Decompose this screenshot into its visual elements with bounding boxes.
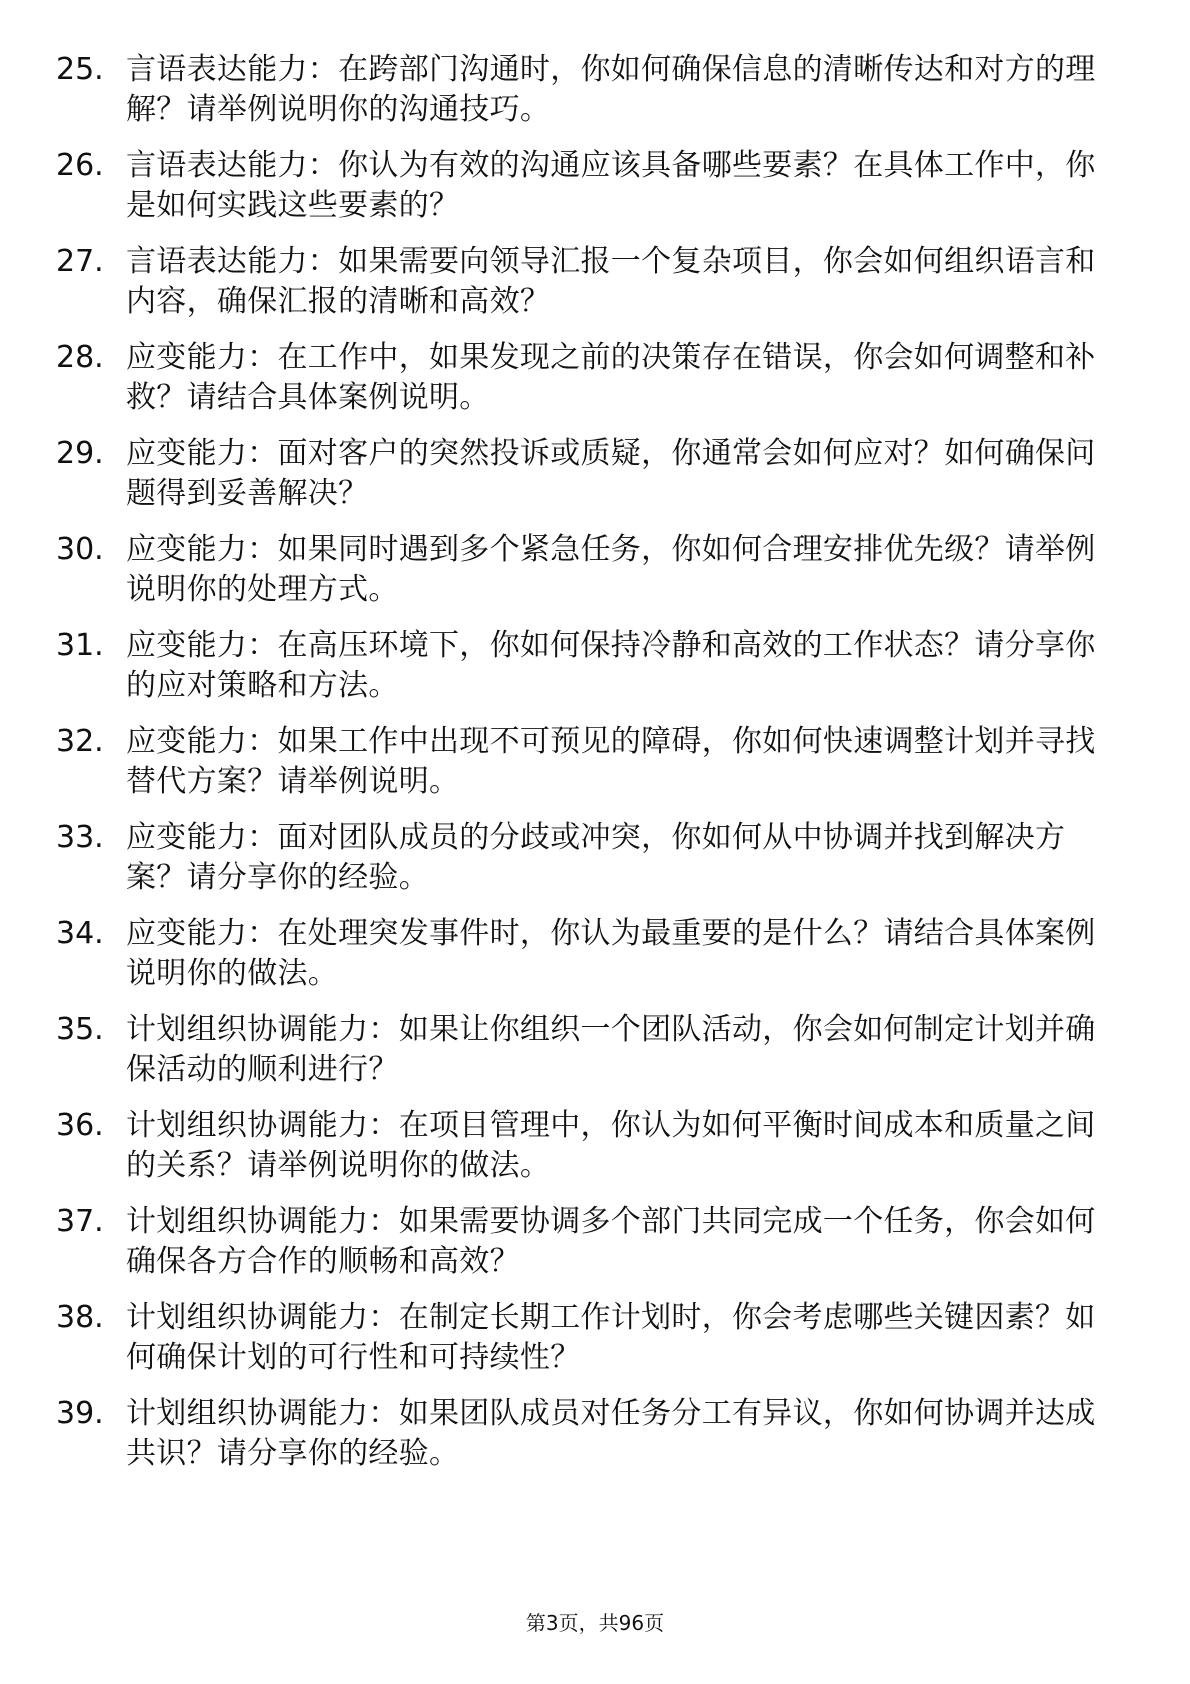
page-number-footer: 第3页，共96页	[525, 1611, 665, 1635]
question-text: 计划组织协调能力：如果团队成员对任务分工有异议，你如何协调并达成共识？请分享你的经验。	[126, 1396, 1096, 1471]
question-item-39	[56, 1394, 1136, 1474]
question-number: 33.	[56, 820, 104, 855]
question-text: 应变能力：面对客户的突然投诉或质疑，你通常会如何应对？如何确保问题得到妥善解决？	[126, 436, 1096, 511]
question-item-36	[56, 1106, 1136, 1186]
question-number: 35.	[56, 1012, 104, 1047]
question-item-30	[56, 530, 1136, 610]
question-number: 30.	[56, 532, 104, 567]
question-number: 31.	[56, 628, 104, 663]
question-text: 应变能力：如果工作中出现不可预见的障碍，你如何快速调整计划并寻找替代方案？请举例说明。	[126, 724, 1096, 799]
question-number: 37.	[56, 1204, 104, 1239]
question-number: 34.	[56, 916, 104, 951]
question-number: 25.	[56, 52, 104, 87]
question-number: 27.	[56, 244, 104, 279]
question-item-28	[56, 338, 1136, 418]
question-item-34	[56, 914, 1136, 994]
question-item-32	[56, 722, 1136, 802]
question-item-25	[56, 50, 1136, 130]
question-number: 28.	[56, 340, 104, 375]
question-number: 29.	[56, 436, 104, 471]
question-list	[56, 50, 1136, 1490]
question-item-31	[56, 626, 1136, 706]
question-item-27	[56, 242, 1136, 322]
question-text: 应变能力：面对团队成员的分歧或冲突，你如何从中协调并找到解决方案？请分享你的经验。	[126, 820, 1066, 895]
question-text: 计划组织协调能力：在制定长期工作计划时，你会考虑哪些关键因素？如何确保计划的可行性和可持续性？	[126, 1300, 1096, 1375]
question-number: 38.	[56, 1300, 104, 1335]
question-text: 应变能力：如果同时遇到多个紧急任务，你如何合理安排优先级？请举例说明你的处理方式。	[126, 532, 1096, 607]
question-text: 计划组织协调能力：如果需要协调多个部门共同完成一个任务，你会如何确保各方合作的顺畅和高效？	[126, 1204, 1096, 1279]
question-item-35	[56, 1010, 1136, 1090]
question-text: 应变能力：在高压环境下，你如何保持冷静和高效的工作状态？请分享你的应对策略和方法。	[126, 628, 1096, 703]
question-number: 36.	[56, 1108, 104, 1143]
question-item-26	[56, 146, 1136, 226]
question-text: 言语表达能力：如果需要向领导汇报一个复杂项目，你会如何组织语言和内容，确保汇报的清晰和高效？	[126, 244, 1096, 319]
question-text: 计划组织协调能力：在项目管理中，你认为如何平衡时间成本和质量之间的关系？请举例说明你的做法。	[126, 1108, 1096, 1183]
question-text: 应变能力：在处理突发事件时，你认为最重要的是什么？请结合具体案例说明你的做法。	[126, 916, 1096, 991]
question-item-38	[56, 1298, 1136, 1378]
question-item-33	[56, 818, 1136, 898]
question-text: 计划组织协调能力：如果让你组织一个团队活动，你会如何制定计划并确保活动的顺利进行？	[126, 1012, 1096, 1087]
question-item-29	[56, 434, 1136, 514]
question-text: 言语表达能力：在跨部门沟通时，你如何确保信息的清晰传达和对方的理解？请举例说明你的沟通技巧。	[126, 52, 1096, 127]
question-number: 39.	[56, 1396, 104, 1431]
question-text: 应变能力：在工作中，如果发现之前的决策存在错误，你会如何调整和补救？请结合具体案例说明。	[126, 340, 1096, 415]
question-number: 26.	[56, 148, 104, 183]
question-text: 言语表达能力：你认为有效的沟通应该具备哪些要素？在具体工作中，你是如何实践这些要素的？	[126, 148, 1096, 223]
question-item-37	[56, 1202, 1136, 1282]
question-number: 32.	[56, 724, 104, 759]
